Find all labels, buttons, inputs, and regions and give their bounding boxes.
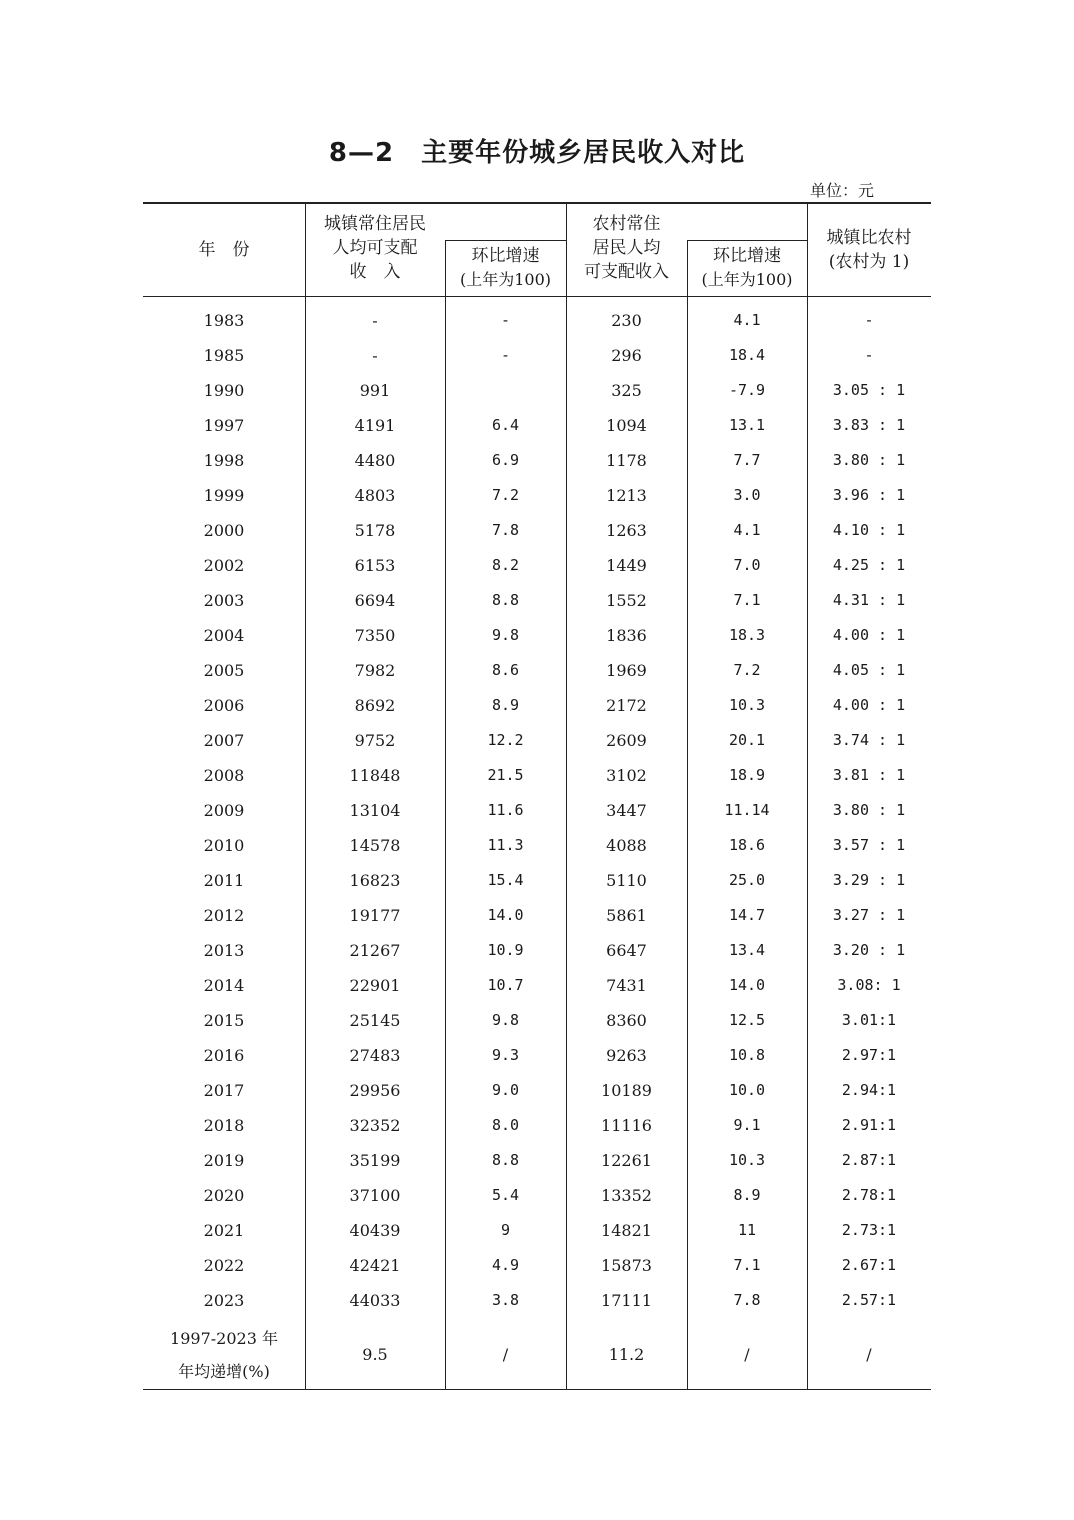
header-rural-income-line1: 农村常住 xyxy=(592,214,661,234)
cell-rural-growth: 18.6 xyxy=(728,836,766,854)
cell-rural-growth: 7.0 xyxy=(733,556,761,574)
cell-year: 1998 xyxy=(203,451,245,470)
header-rural-income-line2: 居民人均 xyxy=(592,238,661,258)
cell-ratio: 3.01:1 xyxy=(841,1011,897,1029)
cell-rural-income: 1178 xyxy=(606,451,647,470)
cell-urban-growth: 8.8 xyxy=(491,1151,520,1169)
cell-ratio: 2.67:1 xyxy=(841,1256,897,1274)
summary-urban-growth: / xyxy=(502,1345,509,1364)
cell-urban-growth: 14.0 xyxy=(487,906,524,924)
cell-urban-income: 7982 xyxy=(354,661,396,680)
cell-year: 2017 xyxy=(203,1081,245,1100)
cell-rural-income: 1213 xyxy=(606,486,647,505)
cell-urban-income: 25145 xyxy=(349,1011,401,1030)
cell-year: 2011 xyxy=(203,871,245,890)
cell-ratio: 2.97:1 xyxy=(841,1046,897,1064)
cell-year: 2014 xyxy=(203,976,245,995)
summary-rural-income: 11.2 xyxy=(608,1345,645,1364)
cell-urban-income: 4191 xyxy=(354,416,396,435)
cell-rural-growth: -7.9 xyxy=(728,381,766,399)
cell-rural-income: 12261 xyxy=(601,1151,652,1170)
cell-year: 2015 xyxy=(203,1011,245,1030)
cell-urban-growth: 3.8 xyxy=(491,1291,520,1309)
cell-rural-growth: 7.1 xyxy=(733,591,761,609)
cell-rural-income: 2172 xyxy=(606,696,647,715)
cell-ratio: 2.57:1 xyxy=(841,1291,897,1309)
cell-rural-growth: 25.0 xyxy=(728,871,766,889)
summary-row xyxy=(143,1322,931,1388)
cell-urban-income: 16823 xyxy=(349,871,401,890)
cell-ratio: 3.80 : 1 xyxy=(832,451,906,469)
cell-urban-income: 8692 xyxy=(354,696,396,715)
cell-ratio: 2.87:1 xyxy=(841,1151,897,1169)
cell-year: 1990 xyxy=(203,381,245,400)
cell-urban-growth: 8.9 xyxy=(491,696,520,714)
cell-urban-growth: 8.2 xyxy=(491,556,520,574)
cell-urban-growth: 9.0 xyxy=(491,1081,520,1099)
cell-urban-income: 9752 xyxy=(354,731,396,750)
header-rural-growth-line2: (上年为100) xyxy=(701,270,793,289)
cell-ratio: 4.25 : 1 xyxy=(832,556,906,574)
cell-urban-growth: 9 xyxy=(500,1221,511,1239)
header-urban-income xyxy=(305,212,445,284)
cell-ratio: 3.74 : 1 xyxy=(832,731,906,749)
cell-urban-income: 27483 xyxy=(349,1046,401,1065)
header-ratio-line1: 城镇比农村 xyxy=(826,228,912,248)
cell-rural-growth: 10.3 xyxy=(728,1151,766,1169)
cell-ratio: 3.05 : 1 xyxy=(832,381,906,399)
cell-urban-growth: 7.8 xyxy=(491,521,520,539)
cell-ratio: 3.57 : 1 xyxy=(832,836,906,854)
table-row xyxy=(143,1108,931,1143)
cell-rural-growth: 7.2 xyxy=(733,661,761,679)
cell-urban-growth: 8.6 xyxy=(491,661,520,679)
cell-rural-growth: 3.0 xyxy=(733,486,761,504)
table-row xyxy=(143,688,931,723)
cell-year: 2002 xyxy=(203,556,245,575)
cell-rural-growth: 8.9 xyxy=(733,1186,761,1204)
table-row xyxy=(143,863,931,898)
header-ratio-line2: (农村为 1) xyxy=(828,252,910,272)
cell-urban-growth: 15.4 xyxy=(487,871,524,889)
cell-rural-income: 3447 xyxy=(606,801,647,820)
cell-urban-income: 14578 xyxy=(349,836,401,855)
cell-rural-income: 325 xyxy=(611,381,642,400)
table-row xyxy=(143,723,931,758)
cell-rural-growth: 10.0 xyxy=(728,1081,766,1099)
table-row xyxy=(143,303,931,338)
header-rural-income-line3: 可支配收入 xyxy=(584,262,669,282)
summary-label xyxy=(143,1322,305,1388)
cell-urban-growth: 21.5 xyxy=(487,766,524,784)
cell-ratio: 2.91:1 xyxy=(841,1116,897,1134)
cell-urban-income: 6153 xyxy=(354,556,396,575)
header-rural-income xyxy=(566,212,687,284)
cell-year: 2021 xyxy=(203,1221,245,1240)
cell-urban-growth: 5.4 xyxy=(491,1186,520,1204)
cell-urban-growth xyxy=(445,373,566,408)
cell-urban-growth: 6.9 xyxy=(491,451,520,469)
cell-year: 2016 xyxy=(203,1046,245,1065)
header-urban-growth-line2: (上年为100) xyxy=(459,270,552,289)
cell-urban-income: - xyxy=(372,311,378,330)
table-row xyxy=(143,1143,931,1178)
cell-ratio: - xyxy=(864,346,874,364)
cell-ratio: 3.20 : 1 xyxy=(832,941,906,959)
cell-urban-growth: 10.7 xyxy=(487,976,524,994)
cell-urban-income: 4803 xyxy=(354,486,396,505)
cell-rural-income: 1263 xyxy=(606,521,647,540)
header-urban-growth-line1: 环比增速 xyxy=(471,246,540,266)
cell-year: 2023 xyxy=(203,1291,245,1310)
cell-urban-income: 29956 xyxy=(349,1081,401,1100)
cell-rural-income: 10189 xyxy=(601,1081,652,1100)
cell-rural-growth: 18.3 xyxy=(728,626,766,644)
cell-rural-growth: 13.4 xyxy=(728,941,766,959)
cell-rural-income: 1836 xyxy=(606,626,647,645)
header-year xyxy=(143,238,305,262)
cell-urban-growth: 9.8 xyxy=(491,626,520,644)
rural-subheader-rule xyxy=(687,240,807,241)
cell-urban-growth: 11.3 xyxy=(487,836,524,854)
header-rural-growth xyxy=(687,244,807,292)
cell-year: 2019 xyxy=(203,1151,245,1170)
cell-urban-growth: 6.4 xyxy=(491,416,520,434)
cell-urban-income: 40439 xyxy=(349,1221,401,1240)
cell-year: 2010 xyxy=(203,836,245,855)
table-row xyxy=(143,1213,931,1248)
cell-ratio: 3.29 : 1 xyxy=(832,871,906,889)
urban-subheader-rule xyxy=(445,240,566,241)
cell-rural-income: 1552 xyxy=(606,591,647,610)
cell-ratio: 4.00 : 1 xyxy=(832,626,906,644)
cell-rural-income: 14821 xyxy=(601,1221,652,1240)
cell-rural-income: 7431 xyxy=(606,976,647,995)
table-row xyxy=(143,1038,931,1073)
cell-rural-income: 5861 xyxy=(606,906,647,925)
cell-rural-growth: 7.8 xyxy=(733,1291,761,1309)
cell-ratio: 3.83 : 1 xyxy=(832,416,906,434)
cell-year: 2022 xyxy=(203,1256,245,1275)
cell-urban-growth: 8.8 xyxy=(491,591,520,609)
cell-rural-growth: 18.4 xyxy=(728,346,766,364)
cell-urban-income: 5178 xyxy=(354,521,396,540)
cell-ratio: 4.00 : 1 xyxy=(832,696,906,714)
cell-rural-growth: 7.1 xyxy=(733,1256,761,1274)
cell-urban-income: 32352 xyxy=(349,1116,401,1135)
cell-rural-growth: 11.14 xyxy=(724,801,770,819)
cell-ratio: 3.96 : 1 xyxy=(832,486,906,504)
cell-urban-income: 22901 xyxy=(349,976,401,995)
cell-year: 2003 xyxy=(203,591,245,610)
cell-urban-income: 4480 xyxy=(354,451,396,470)
cell-urban-growth: 10.9 xyxy=(487,941,524,959)
cell-urban-growth: 11.6 xyxy=(487,801,524,819)
cell-urban-income: 21267 xyxy=(349,941,401,960)
cell-rural-income: 3102 xyxy=(606,766,647,785)
cell-year: 2006 xyxy=(203,696,245,715)
table-row xyxy=(143,443,931,478)
table-row xyxy=(143,758,931,793)
cell-rural-growth: 4.1 xyxy=(733,311,761,329)
table-row xyxy=(143,898,931,933)
table-row xyxy=(143,373,931,408)
cell-ratio: 2.94:1 xyxy=(841,1081,897,1099)
cell-rural-income: 296 xyxy=(611,346,642,365)
cell-rural-growth: 10.8 xyxy=(728,1046,766,1064)
table-row xyxy=(143,1073,931,1108)
table-row xyxy=(143,338,931,373)
cell-rural-income: 1969 xyxy=(606,661,647,680)
cell-urban-income: 13104 xyxy=(349,801,401,820)
cell-ratio: - xyxy=(864,311,874,329)
header-year-label: 年 份 xyxy=(198,240,250,260)
cell-ratio: 2.78:1 xyxy=(841,1186,897,1204)
cell-year: 2020 xyxy=(203,1186,245,1205)
cell-year: 2007 xyxy=(203,731,245,750)
cell-year: 1985 xyxy=(203,346,245,365)
table-row xyxy=(143,478,931,513)
cell-urban-growth: 7.2 xyxy=(491,486,520,504)
cell-urban-income: 42421 xyxy=(349,1256,401,1275)
table-row xyxy=(143,1248,931,1283)
cell-rural-income: 6647 xyxy=(606,941,647,960)
cell-rural-growth: 9.1 xyxy=(733,1116,761,1134)
cell-year: 1983 xyxy=(203,311,245,330)
cell-urban-growth: 4.9 xyxy=(491,1256,520,1274)
cell-rural-growth: 12.5 xyxy=(728,1011,766,1029)
cell-rural-growth: 20.1 xyxy=(728,731,766,749)
cell-rural-income: 13352 xyxy=(601,1186,652,1205)
table-row xyxy=(143,548,931,583)
summary-ratio: / xyxy=(866,1345,872,1364)
table-row xyxy=(143,1283,931,1318)
cell-ratio: 3.81 : 1 xyxy=(832,766,906,784)
header-rural-growth-line1: 环比增速 xyxy=(713,246,781,266)
cell-urban-growth: 9.8 xyxy=(491,1011,520,1029)
cell-rural-income: 9263 xyxy=(606,1046,647,1065)
header-urban-income-line2: 人均可支配 xyxy=(332,238,418,258)
table-row xyxy=(143,1003,931,1038)
cell-ratio: 3.27 : 1 xyxy=(832,906,906,924)
cell-ratio: 2.73:1 xyxy=(841,1221,897,1239)
cell-year: 2018 xyxy=(203,1116,245,1135)
cell-rural-income: 1449 xyxy=(606,556,647,575)
summary-label-line2: 年均递增(%) xyxy=(178,1362,270,1381)
table-row xyxy=(143,793,931,828)
table-row xyxy=(143,513,931,548)
cell-year: 2008 xyxy=(203,766,245,785)
table-bottom-rule xyxy=(143,1389,931,1390)
cell-rural-income: 8360 xyxy=(606,1011,647,1030)
table-row xyxy=(143,828,931,863)
table-row xyxy=(143,618,931,653)
cell-year: 2009 xyxy=(203,801,245,820)
cell-year: 2000 xyxy=(203,521,245,540)
header-urban-income-line3: 收 入 xyxy=(349,262,401,282)
summary-urban-income: 9.5 xyxy=(362,1345,388,1364)
table-header-rule xyxy=(143,296,931,297)
table-row xyxy=(143,653,931,688)
cell-urban-income: 35199 xyxy=(349,1151,401,1170)
cell-urban-growth: 9.3 xyxy=(491,1046,520,1064)
summary-rural-growth: / xyxy=(744,1345,750,1364)
cell-rural-growth: 18.9 xyxy=(728,766,766,784)
cell-ratio: 4.31 : 1 xyxy=(832,591,906,609)
cell-urban-growth: 12.2 xyxy=(487,731,524,749)
cell-rural-growth: 10.3 xyxy=(728,696,766,714)
cell-ratio: 3.08: 1 xyxy=(837,976,901,994)
cell-year: 2004 xyxy=(203,626,245,645)
page-title: 8—2 主要年份城乡居民收入对比 xyxy=(328,138,746,168)
table-row xyxy=(143,968,931,1003)
summary-label-line1: 1997-2023 年 xyxy=(170,1329,278,1348)
cell-year: 1999 xyxy=(203,486,245,505)
cell-ratio: 4.05 : 1 xyxy=(832,661,906,679)
cell-year: 2012 xyxy=(203,906,245,925)
cell-urban-income: 7350 xyxy=(354,626,396,645)
table-top-rule xyxy=(143,202,931,204)
table-row xyxy=(143,583,931,618)
cell-rural-growth: 13.1 xyxy=(728,416,766,434)
cell-rural-income: 15873 xyxy=(601,1256,652,1275)
table-row xyxy=(143,933,931,968)
cell-rural-income: 230 xyxy=(611,311,642,330)
header-ratio xyxy=(807,226,931,274)
cell-rural-income: 2609 xyxy=(606,731,647,750)
cell-urban-income: 37100 xyxy=(349,1186,401,1205)
cell-year: 1997 xyxy=(203,416,245,435)
cell-ratio: 4.10 : 1 xyxy=(832,521,906,539)
header-urban-income-line1: 城镇常住居民 xyxy=(324,214,426,234)
header-urban-growth xyxy=(445,244,566,292)
cell-rural-income: 4088 xyxy=(606,836,647,855)
cell-rural-growth: 7.7 xyxy=(733,451,761,469)
cell-rural-income: 5110 xyxy=(606,871,647,890)
cell-ratio: 3.80 : 1 xyxy=(832,801,906,819)
cell-rural-income: 11116 xyxy=(601,1116,652,1135)
cell-urban-growth: 8.0 xyxy=(491,1116,520,1134)
table-row xyxy=(143,1178,931,1213)
cell-urban-growth: - xyxy=(500,346,511,364)
cell-year: 2013 xyxy=(203,941,245,960)
cell-urban-income: 11848 xyxy=(349,766,401,785)
cell-year: 2005 xyxy=(203,661,245,680)
cell-rural-growth: 11 xyxy=(737,1221,757,1239)
cell-rural-income: 1094 xyxy=(606,416,647,435)
table-row xyxy=(143,408,931,443)
cell-urban-income: 19177 xyxy=(349,906,401,925)
cell-rural-income: 17111 xyxy=(601,1291,652,1310)
cell-urban-growth: - xyxy=(500,311,511,329)
cell-urban-income: 6694 xyxy=(354,591,396,610)
cell-urban-income: 44033 xyxy=(349,1291,401,1310)
unit-label: 单位：元 xyxy=(810,181,875,200)
cell-rural-growth: 14.7 xyxy=(728,906,766,924)
cell-rural-growth: 4.1 xyxy=(733,521,761,539)
cell-urban-income: - xyxy=(372,346,378,365)
cell-urban-income: 991 xyxy=(359,381,391,400)
cell-rural-growth: 14.0 xyxy=(728,976,766,994)
